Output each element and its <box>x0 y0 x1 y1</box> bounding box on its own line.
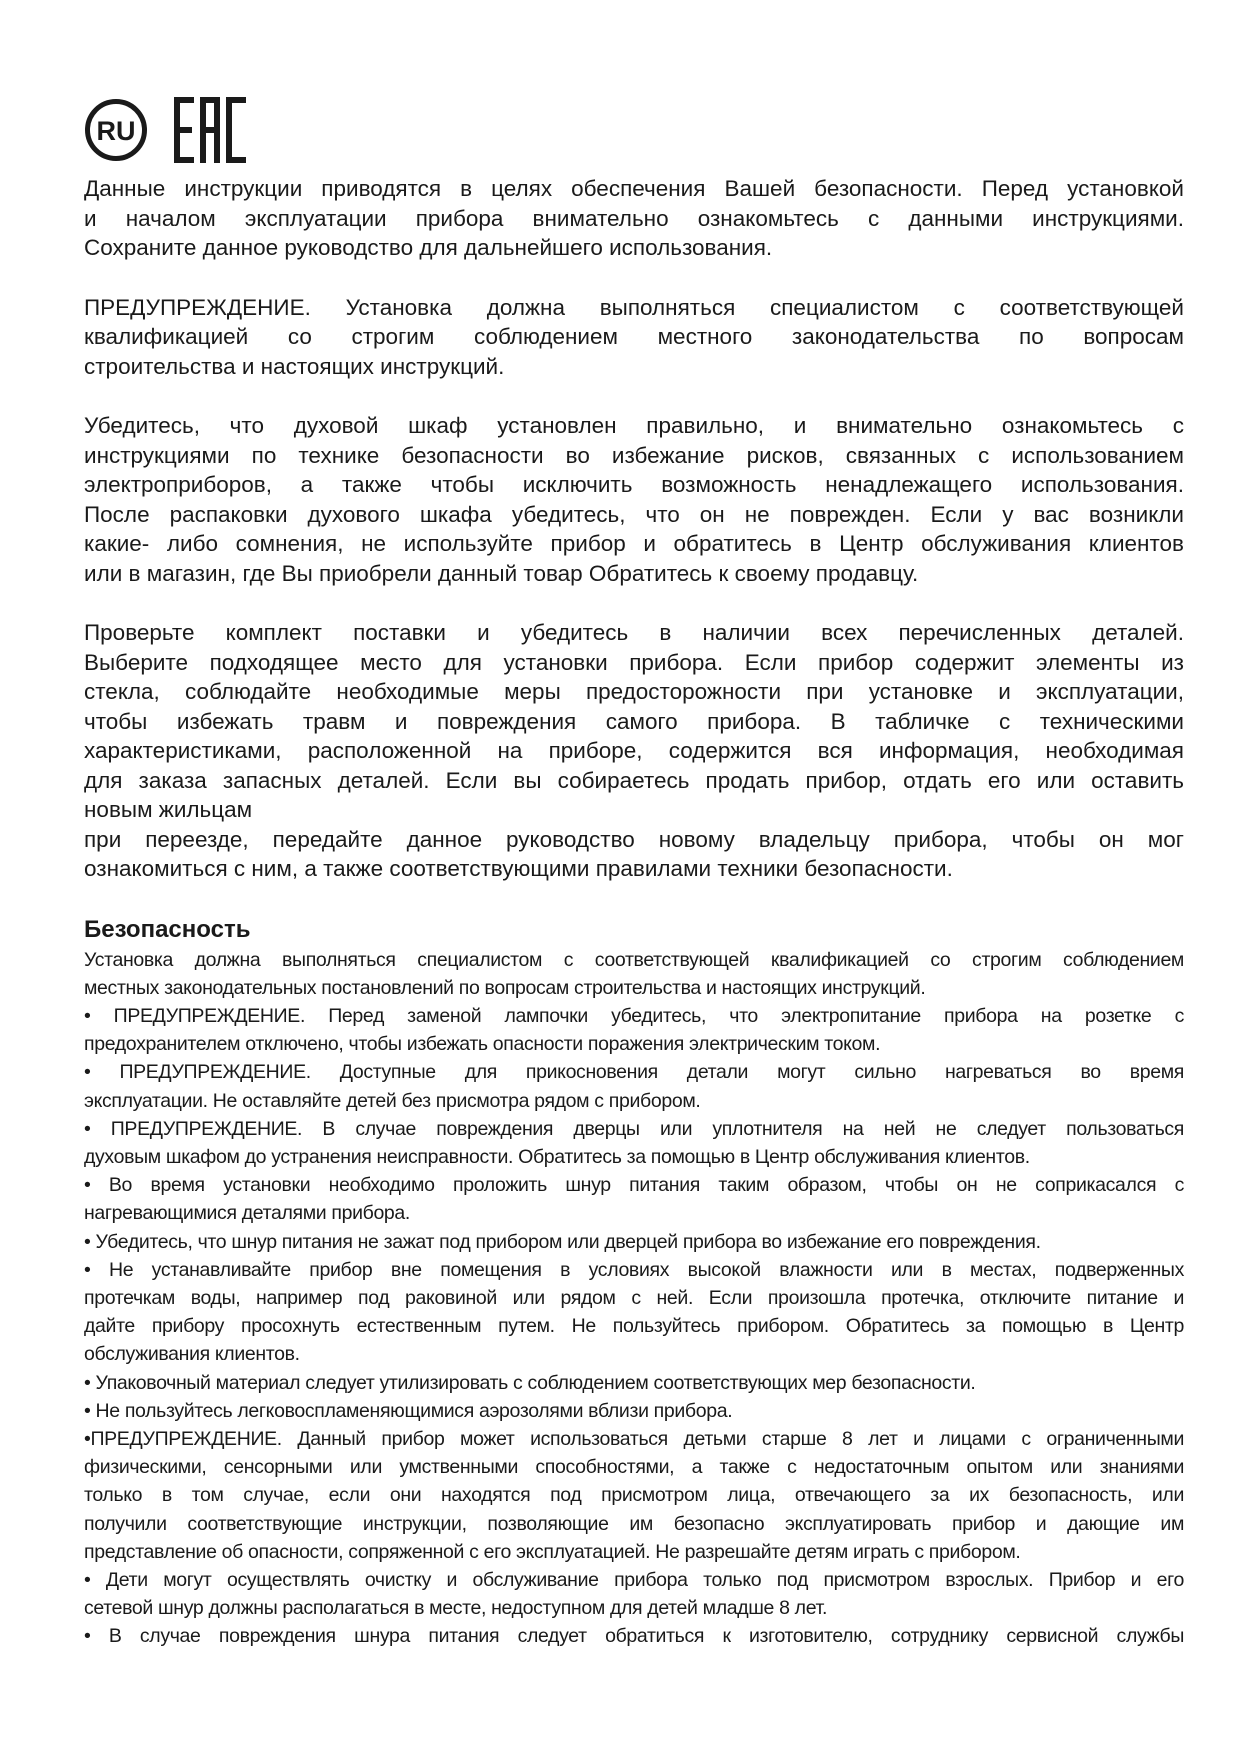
certification-marks <box>84 92 1184 168</box>
safety-line: • Убедитесь, что шнур питания не зажат под прибором или дверцей прибора во избежание его повреждения. <box>84 1230 1041 1253</box>
safety-line: • Не устанавливайте прибор вне помещения в условиях высокой влажности или в местах, подверженных <box>84 1258 1184 1281</box>
safety-line: • Во время установки необходимо проложить шнур питания таким образом, чтобы он не соприкасался с <box>84 1174 1184 1197</box>
intro-line: Данные инструкции приводятся в целях обеспечения Вашей безопасности. Перед установкой <box>84 176 1184 201</box>
safety-section <box>84 946 1184 1651</box>
safety-line: духовым шкафом до устранения неисправности. Обратитесь за помощью в Центр обслуживания клиентов. <box>84 1145 1030 1168</box>
safety-line: представление об опасности, сопряженной с его эксплуатацией. Не разрешайте детям играть с прибором. <box>84 1540 1021 1563</box>
installation-check-paragraph <box>84 411 1184 588</box>
safety-line: Установка должна выполняться специалистом с соответствующей квалификацией со строгим соблюдением <box>84 948 1184 971</box>
delivery-line: ознакомиться с ним, а также соответствующими правилами техники безопасности. <box>84 856 953 881</box>
delivery-line: стекла, соблюдайте необходимые меры предосторожности при установке и эксплуатации, <box>84 679 1184 704</box>
manual-page <box>84 92 1184 1651</box>
safety-line: • Упаковочный материал следует утилизировать с соблюдением соответствующих мер безопасности. <box>84 1371 976 1394</box>
safety-line: предохранителем отключено, чтобы избежать опасности поражения электрическим током. <box>84 1033 881 1056</box>
safety-line: местных законодательных постановлений по вопросам строительства и настоящих инструкций. <box>84 976 926 999</box>
safety-heading: Безопасность <box>84 915 251 943</box>
warning-paragraph <box>84 293 1184 382</box>
safety-line: • Не пользуйтесь легковоспламеняющимися аэрозолями вблизи прибора. <box>84 1399 733 1422</box>
check-line: электроприборов, а также чтобы исключить возможность ненадлежащего использования. <box>84 472 1184 497</box>
safety-line: • Дети могут осуществлять очистку и обслуживание прибора только под присмотром взрослых. Прибор и его <box>84 1568 1184 1591</box>
warning-line: ПРЕДУПРЕЖДЕНИЕ. Установка должна выполняться специалистом с соответствующей <box>84 294 1184 320</box>
safety-line: получили соответствующие инструкции, позволяющие им безопасно эксплуатировать прибор и дающие им <box>84 1512 1184 1535</box>
safety-line: только в том случае, если они находятся под присмотром лица, отвечающего за их безопасность, или <box>84 1484 1184 1507</box>
safety-line: •ПРЕДУПРЕЖДЕНИЕ. Данный прибор может использоваться детьми старше 8 лет и лицами с ограниченными <box>84 1427 1184 1450</box>
eac-certification-icon <box>172 95 248 165</box>
safety-line: нагревающимися деталями прибора. <box>84 1202 410 1225</box>
intro-paragraph <box>84 174 1184 263</box>
check-line: инструкциями по технике безопасности во избежание рисков, связанных с использованием <box>84 442 1184 468</box>
delivery-line: при переезде, передайте данное руководство новому владельцу прибора, чтобы он мог <box>84 826 1184 852</box>
check-line: какие- либо сомнения, не используйте прибор и обратитесь в Центр обслуживания клиентов <box>84 531 1184 556</box>
delivery-line: для заказа запасных деталей. Если вы собираетесь продать прибор, отдать его или оставить <box>84 767 1184 793</box>
delivery-line: характеристиками, расположенной на приборе, содержится вся информация, необходимая <box>84 738 1184 763</box>
check-line: После распаковки духового шкафа убедитесь, что он не поврежден. Если у вас возникли <box>84 501 1184 527</box>
safety-line: сетевой шнур должны располагаться в месте, недоступном для детей младше 8 лет. <box>84 1597 828 1620</box>
warning-line: строительства и настоящих инструкций. <box>84 353 505 379</box>
safety-line: • В случае повреждения шнура питания следует обратиться к изготовителю, сотруднику сервисной службы <box>84 1625 1184 1648</box>
safety-line: обслуживания клиентов. <box>84 1343 300 1366</box>
delivery-line: Выберите подходящее место для установки прибора. Если прибор содержит элементы из <box>84 649 1184 675</box>
warning-line: квалификацией со строгим соблюдением местного законодательства по вопросам <box>84 324 1184 349</box>
delivery-line: Проверьте комплект поставки и убедитесь в наличии всех перечисленных деталей. <box>84 620 1184 645</box>
safety-line: • ПРЕДУПРЕЖДЕНИЕ. Перед заменой лампочки убедитесь, что электропитание прибора на розетке с <box>84 1004 1184 1027</box>
svg-text:RU: RU <box>96 116 136 146</box>
delivery-line: чтобы избежать травм и повреждения самого прибора. В табличке с техническими <box>84 708 1184 734</box>
check-line: Убедитесь, что духовой шкаф установлен правильно, и внимательно ознакомьтесь с <box>84 413 1184 438</box>
intro-line: и началом эксплуатации прибора внимательно ознакомьтесь с данными инструкциями. <box>84 205 1184 231</box>
ru-certification-icon <box>84 98 148 162</box>
check-line: или в магазин, где Вы приобрели данный товар Обратитесь к своему продавцу. <box>84 560 919 586</box>
safety-line: эксплуатации. Не оставляйте детей без присмотра рядом с прибором. <box>84 1089 701 1112</box>
safety-line: протечкам воды, например под раковиной или рядом с ней. Если произошла протечка, отключите питание и <box>84 1286 1184 1309</box>
safety-line: • ПРЕДУПРЕЖДЕНИЕ. В случае повреждения дверцы или уплотнителя на ней не следует пользоваться <box>84 1117 1184 1140</box>
safety-line: дайте прибору просохнуть естественным путем. Не пользуйтесь прибором. Обратитесь за помощью в Центр <box>84 1315 1184 1338</box>
safety-line: • ПРЕДУПРЕЖДЕНИЕ. Доступные для прикосновения детали могут сильно нагреваться во время <box>84 1061 1184 1084</box>
intro-line: Сохраните данное руководство для дальнейшего использования. <box>84 235 773 260</box>
delivery-paragraph <box>84 618 1184 884</box>
safety-line: физическими, сенсорными или умственными способностями, а также с недостаточным опытом или знаниями <box>84 1456 1184 1479</box>
delivery-line: новым жильцам <box>84 797 253 822</box>
